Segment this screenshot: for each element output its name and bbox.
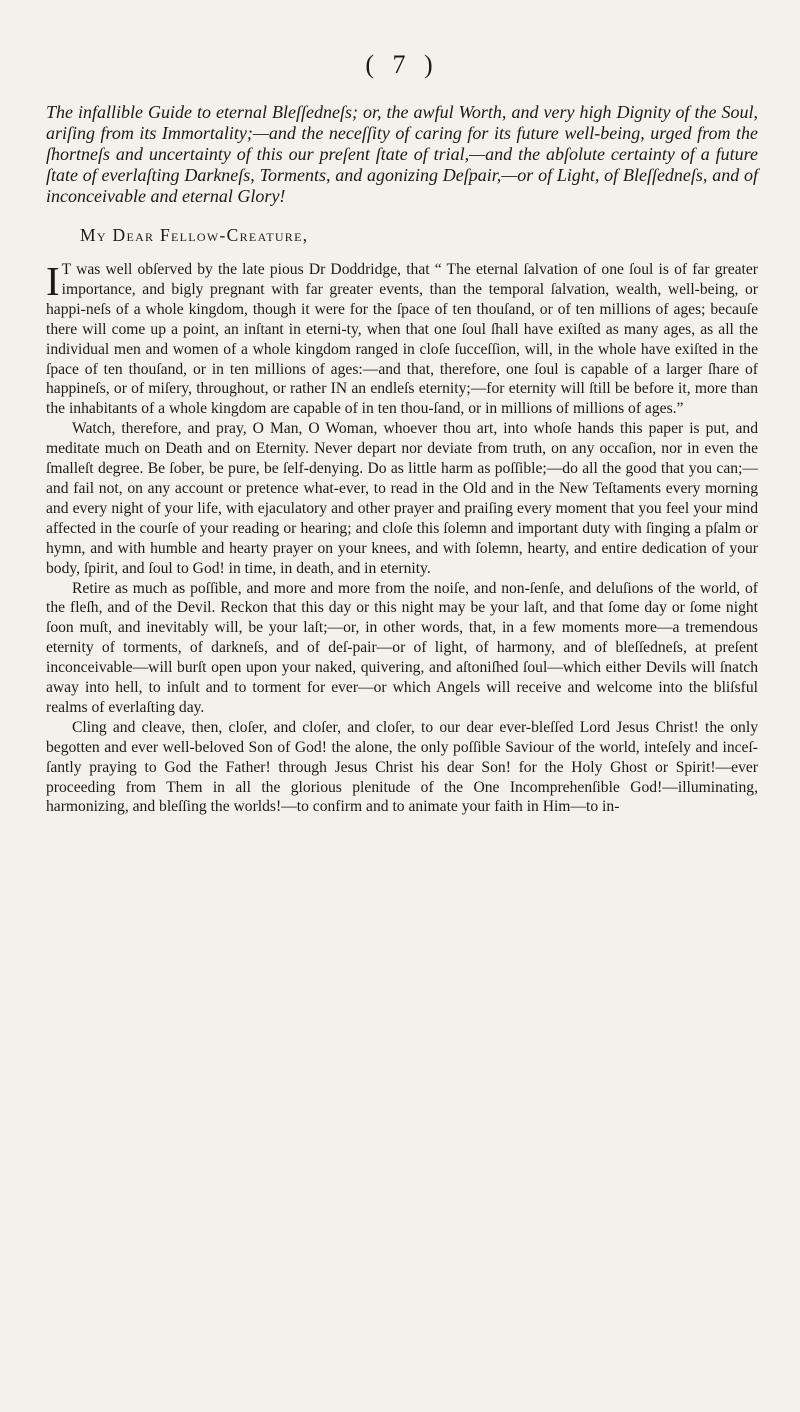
paragraph-1: [46, 260, 758, 419]
paragraph-4: Cling and cleave, then, cloſer, and cloſer, and cloſer, to our dear ever-bleſſed Lord Jesus Christ! the only begotten and ever well-beloved Son of God! the alone, the only poſſible Saviour of the world, inteſely and inceſ-ſantly praying to God the Father! through Jesus Christ his dear Son! for the Holy Ghost or Spirit!—ever proceeding from Them in all the glorious plenitude of the One Incomprehenſible God!—illuminating, harmonizing, and bleſſing the worlds!—to confirm and to animate your faith in Him—to in-: [46, 718, 758, 816]
drop-cap: I: [46, 258, 60, 304]
paragraph-3: Retire as much as poſſible, and more and more from the noiſe, and non-ſenſe, and deluſions of the world, of the fleſh, and of the Devil. Reckon that this day or this night may be your laſt, and that ſome day or ſome night ſoon muſt, and inevitably will, be your laſt;—or, in other words, that, in a few moments more—a tremendous eternity of torments, of darkneſs, and of deſ-pair—or of light, of harmony, and of bleſſedneſs, at preſent inconceivable—will burſt open upon your naked, quivering, and aſtoniſhed ſoul—which either Devils will ſnatch away into hell, to inſult and to torment for ever—or which Angels will receive and welcome into the bliſsful realms of everlaſting day.: [46, 579, 758, 716]
page-number: ( 7 ): [365, 50, 439, 79]
paragraph-1-text: T was well obſerved by the late pious Dr Doddridge, that “ The eternal ſalvation of one ſoul is of far greater importance, and bigly pregnant with far greater events, than the temporal ſalvation, wealth, well-being, or happi-neſs of a whole kingdom, though it were for the ſpace of ten thouſand, or of ten millions of ages; becauſe there will come up a point, an inſtant in eterni-ty, when that one ſoul ſhall have exiſted as many ages, as all the individual men and women of a whole kingdom ranged in cloſe ſucceſſion, will, in the whole have exiſted in the ſpace of ten thouſand, or in ten millions of ages:—and that, therefore, one ſoul is capable of a larger ſhare of happineſs, or of miſery, throughout, or rather IN an endleſs eternity;—for eternity will ſtill be before it, more than the inhabitants of a whole kingdom are capable of in ten thou-ſand, or in millions of millions of ages.”: [46, 261, 758, 418]
section-title: The infallible Guide to eternal Bleſſedneſs; or, the awful Worth, and very high Dignity of the Soul, ariſing from its Immortality;—and the neceſſity of caring for its future well-being, urged from the ſhortneſs and uncertainty of this our preſent ſtate of trial,—and the abſolute certainty of a future ſtate of everlaſting Darkneſs, Torments, and agonizing Deſpair,—or of Light, of Bleſſedneſs, and of inconceivable and eternal Glory!: [46, 102, 758, 206]
salutation: My Dear Fellow-Creature,: [80, 225, 309, 245]
paragraph-2: Watch, therefore, and pray, O Man, O Woman, whoever thou art, into whoſe hands this paper is put, and meditate much on Death and on Eternity. Never depart nor deviate from truth, on any occaſion, nor in even the ſmalleſt degree. Be ſober, be pure, be ſelf-denying. Do as little harm as poſſible;—do all the good that you can;—and fail not, on any account or pretence what-ever, to read in the Old and in the New Teſtaments every morning and every night of your life, with ejaculatory and other prayer and praiſing every moment that you feel your mind affected in the courſe of your reading or hearing; and cloſe this ſolemn and important duty with ſinging a pſalm or hymn, and with humble and hearty prayer on your knees, and with ſolemn, hearty, and entire dedication of your body, ſpirit, and ſoul to God! in time, in death, and in eternity.: [46, 420, 758, 577]
book-page: [46, 50, 758, 817]
